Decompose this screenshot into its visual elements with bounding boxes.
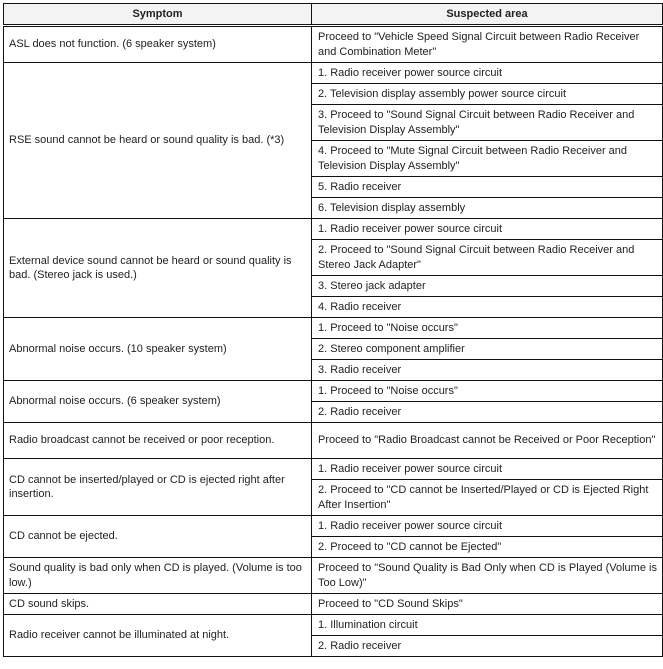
suspected-area-cell: 2. Proceed to "CD cannot be Inserted/Played or CD is Ejected Right After Insertion" xyxy=(312,480,663,516)
table-row xyxy=(4,26,663,63)
symptom-cell: ASL does not function. (6 speaker system) xyxy=(4,26,312,63)
suspected-area-cell: 2. Proceed to "CD cannot be Ejected" xyxy=(312,537,663,558)
symptom-cell: CD cannot be inserted/played or CD is ejected right after insertion. xyxy=(4,459,312,516)
suspected-area-cell: Proceed to "CD Sound Skips" xyxy=(312,594,663,615)
suspected-area-cell: 2. Proceed to "Sound Signal Circuit between Radio Receiver and Stereo Jack Adapter" xyxy=(312,240,663,276)
symptom-cell: Radio broadcast cannot be received or poor reception. xyxy=(4,423,312,459)
suspected-area-cell: 2. Television display assembly power source circuit xyxy=(312,84,663,105)
table-row xyxy=(4,615,663,636)
suspected-area-cell: 4. Proceed to "Mute Signal Circuit between Radio Receiver and Television Display Assembly" xyxy=(312,141,663,177)
suspected-area-cell: 3. Stereo jack adapter xyxy=(312,276,663,297)
table-row xyxy=(4,594,663,615)
suspected-area-cell: 1. Illumination circuit xyxy=(312,615,663,636)
symptom-cell: CD sound skips. xyxy=(4,594,312,615)
symptom-cell: Abnormal noise occurs. (10 speaker system) xyxy=(4,318,312,381)
table-row xyxy=(4,318,663,339)
table-row xyxy=(4,459,663,480)
suspected-area-cell: Proceed to "Vehicle Speed Signal Circuit between Radio Receiver and Combination Meter" xyxy=(312,26,663,63)
suspected-area-cell: 6. Television display assembly xyxy=(312,198,663,219)
suspected-area-cell: 2. Stereo component amplifier xyxy=(312,339,663,360)
suspected-area-cell: Proceed to "Sound Quality is Bad Only when CD is Played (Volume is Too Low)" xyxy=(312,558,663,594)
symptom-cell: Sound quality is bad only when CD is played. (Volume is too low.) xyxy=(4,558,312,594)
suspected-area-cell: 3. Radio receiver xyxy=(312,360,663,381)
symptom-cell: Abnormal noise occurs. (6 speaker system) xyxy=(4,381,312,423)
header-suspected-area: Suspected area xyxy=(312,4,663,26)
suspected-area-cell: 1. Radio receiver power source circuit xyxy=(312,459,663,480)
table-row xyxy=(4,63,663,84)
symptom-cell: CD cannot be ejected. xyxy=(4,516,312,558)
symptom-table xyxy=(3,3,663,657)
table-row xyxy=(4,423,663,459)
header-symptom: Symptom xyxy=(4,4,312,26)
suspected-area-cell: 1. Radio receiver power source circuit xyxy=(312,516,663,537)
suspected-area-cell: 2. Radio receiver xyxy=(312,636,663,657)
suspected-area-cell: 1. Proceed to "Noise occurs" xyxy=(312,381,663,402)
table-row xyxy=(4,219,663,240)
table-row xyxy=(4,516,663,537)
symptom-cell: Radio receiver cannot be illuminated at night. xyxy=(4,615,312,657)
suspected-area-cell: 1. Proceed to "Noise occurs" xyxy=(312,318,663,339)
symptom-cell: RSE sound cannot be heard or sound quality is bad. (*3) xyxy=(4,63,312,219)
suspected-area-cell: 1. Radio receiver power source circuit xyxy=(312,219,663,240)
suspected-area-cell: Proceed to "Radio Broadcast cannot be Received or Poor Reception" xyxy=(312,423,663,459)
table-row xyxy=(4,381,663,402)
suspected-area-cell: 3. Proceed to "Sound Signal Circuit between Radio Receiver and Television Display Assembly" xyxy=(312,105,663,141)
suspected-area-cell: 1. Radio receiver power source circuit xyxy=(312,63,663,84)
table-row xyxy=(4,558,663,594)
symptom-cell: External device sound cannot be heard or sound quality is bad. (Stereo jack is used.) xyxy=(4,219,312,318)
suspected-area-cell: 5. Radio receiver xyxy=(312,177,663,198)
suspected-area-cell: 2. Radio receiver xyxy=(312,402,663,423)
table-header-row xyxy=(4,4,663,26)
suspected-area-cell: 4. Radio receiver xyxy=(312,297,663,318)
